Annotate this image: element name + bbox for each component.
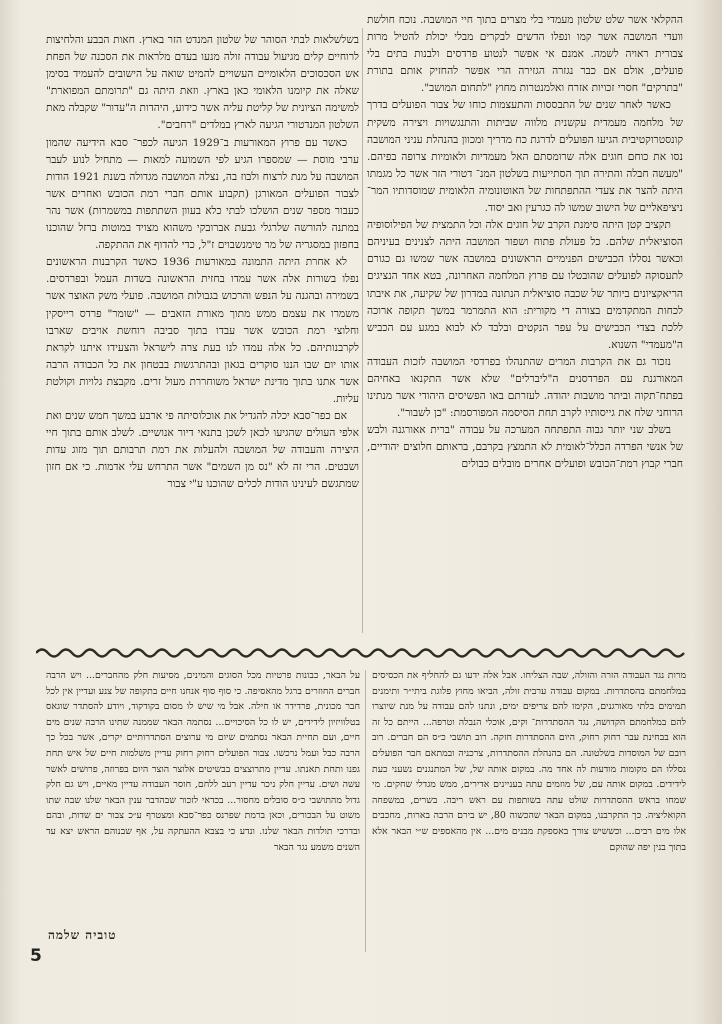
paragraph: ההקלאי אשר שלט שלטון מעמדי בלי מצרים בתוך חיי המושבה. נוכח חולשת וועדי המושבה אשר קמו ונפלו הדשים לבקרים מבלי יכולת להטיל מרות צבורית ראויה לשמה. אמנם אי אפשר לנטוע פרדסים ולבנות בתים בלי פועלים, אולם אם כבר נגזרה הגזירה הרי אפשר להחזיק אותם בתורת "בתרקים" חסרי זכויות אזרח ואלמנטרות מחוץ "לתחום המושב". <box>367 14 683 95</box>
article-column-right <box>367 12 683 640</box>
paragraph: אם כפר־סבא יכלה להגדיל את אוכלוסיתה פי ארבע במשך חמש שנים ואת אלפי העולים שהגיעו לכאן לשכן בתנאי דיור אנושיים. לשלב אותם בתוך חיי היצירה והעבודה של המושבה ולהעלות את רמת תרבותם תוך מזוג עדות ושבטים. הרי זה לא "נס מן השמים" אשר התרחש עלי אדמות. כי אם חזון שמתגשם לעינינו הודות לכלים שהוכנו ע"י צבור <box>46 410 359 491</box>
footnote-column-right <box>372 668 686 952</box>
paragraph: בשלשלאות לבתי הסוהר של שלטון המנדט הזר בארץ. חאות הבבע והלחיצות לרוחיים קלים מגיעול עבודה זולה מנעו בעדם מלראות את הסכנה של הפחת אש הסכסוכים הלאומיים העשויים להמיט שואה על הישובים להעמיד בסימן שאלה את קיומנו הלאומי כאן בארץ. וזאת היתה גם "תרומתם המפוארת" למשימה הציונית של קליטת עליה אשר כידוע, היהדות ה"עדור" שקבלה מאת השלטון המנדטורי הגיעה לארץ במלדים "רחבים". <box>46 34 359 132</box>
footnote-text: על הבאר, כבונות פרטיות מכל הסוגים והמינים, מסיעות חלק מהחברים... ויש הרבה חברים החוזרים ברגל מהאסיפה. כי סוף סוף אנחנו חיים בתקופה של צנע ועדיין אין לכל חבר מכונית, פרדידר או חילה. אבל מי שיש לו מסום בקודקוד, ויודע להסתדר שוגאס בטלוויזיון לידידים, יש לו כל הסיכויים... נסתמה הבאר שממנה שתינו הרבה שנים מים חיים, ועם תחיית הבאר נסתמים שיום מי ערוצים הסתדרותיים יקרים, אשר בכל כך הרבה כבל ועמל נרכשו. צבור הפועלים רחוק רחוק עדיין משלמות חיים של איש תחת גפנו ותחת תאנתו. עדיין מתרוצצים בבשיטים אלוצר הוצר היום בפרוזה, פרושים לאשר עשה ושים. עדיין חלק ניכר עדיין רעב ללחם, חוסר העבודה עדיין מאיים, ויש גם חלק גדול מהתושבי כ״ס סובלים מחסור... בכדאי לזכור שבהדבר ענין הבאר שלנו שבה שתו משוט על הבכורים, וכאן ברמת שפרנס כפר־סבא ומצטרף ע״כ צבור ים שדות, ובהם ובדרכי תולדות הבאר שלנו. ונדע כי בצבא ההעתקה על, אף שבנוהם הראש יצא עד השנים משמע נגד הבאר <box>46 670 360 853</box>
footnote-column-left <box>46 668 360 930</box>
footnote-text: מרות נגד העבודה הזרה והזולה, שבה הצליחו. אבל אלה ידעו גם להחליף את הכסיסים במלחמתם בהסתדרות. במקום עבודה ערבית זולה, הביאו מחוץ פלוגת ביתי״ר ותימנים תמימים בלתי מאורגנים, הקימו להם צריפים ימים, ונתנו להם עבודה על מנת שיוצרו להם במלחמתם הקדושה, נגד ההסתדרות־ וקים, אוכלי הנבלה וטרפה... הייתם כל זה הוא בבחינת עבר רחוק רחוק, היום ההסתדרות חזקה. רוב תושבי כ״ס הם חברים. רוב רובם של המוסדות בשלטונה. הם בהנהלת ההסתדרות, צרכניה ובמתאם חבר הפועלים נסללו הם מקומות מודעות לה אחד מה. במקום אותה של, של המתנגנים נשעני כעת לידידים. במקום אותה עם, של מוזמים עתה בעניינים אדירים, ממש מגדלי שחקים. מי שמחו בראש ההסתדרות שולט עתה בשותפות עם ראש ריבה. בשרים, במשפחה הקואליציה. כך התקרבנו, במקום הבאר שהכשוה 80, יש בירם הרבה בארות, מחכבים אלו מים רבים... וכששיש צורך באספקת מבנים מים... אין מהאספים ש״י הבאר אלא בתוך בנין יפה שהוקם <box>372 670 686 853</box>
column-divider <box>362 28 363 633</box>
author-signature: טוביה שלמה <box>48 928 117 942</box>
paragraph: תקציב קטן היתה סימנת הקרב של חוגים אלה וכל התמצית של הפילוסופיה הסוציאלית שלהם. כל פעולת פתוח ושפור המושבה היתה לצנינים בעיניהם וכאשר נסללו הכבישים הפנימיים הראשונים במושבה אשר שמשו גם כגורם לתעסוקה לפועלים שהובטלו עם פרוץ המלחמה האחרונה, בטא אחד הנציגים הריאקציונים ביותר של שכבה סוציאלית הנתונה במדרון של שקיעה, את איבתו לכחות המתקדמים בצורה די מקורית: הוא התמרמר במשך תקופה ארוכה ללכת בצדי הכבישים על עפר הנקטים ובלבד לא לבוא במגע עם הכביש ה"מעמדי" השנוא. <box>367 219 683 351</box>
decorative-wave-border <box>36 645 688 661</box>
paragraph: כאשר לאחר שנים של התבססות והתעצמות כוחו של צבור הפועלים בדרך של מלחמה מעמדית עקשנית מלווה שביתות והתנגשויות ויצירה משקית קונסטרוקטיבית הגיעו הפועלים לדרגת כח מדריך ומכוון בהנהלת עניני המושבה נסו את כוחם חוגים אלה שרומסתם האל מעמדיות ולאומיות צרופה בפיהם. "מעשה חבלה והתירה תוך הסתייעות בשלטון המנ־ דטורי הזר אשר כל מגמתו היתה להצר את צעדי ההתפתחות של האוטונומיה הלאומית שמוסדותיו המר־ ניציפאליים של הישוב שמשו לה כגרעין ואב יסוד. <box>367 99 683 215</box>
paragraph: לא אחרת היתה התמונה במאורעות 1936 כאשר הקרבנות הראשונים נפלו בשורות אלה אשר עמדו בחזית הראשונה בשדות העמל ובפרדסים. בשמירה ובהגנה על הנפש והרכוש בגבולות המושבה. פועלי משק האוצר אשר משמרו את עצמם ממש מתוך מאורת הזאבים — "שומר" פרדס רייסקין וחלוצי רמת הכובש אשר עבדו בתוך סביבה רוחשת אויבים שארבו לקרבנותיהם. כל אלה עמדו לנו בעת צרה לישראל והצעידו איתנו לקראת אותו יום שבו הננו סוקרים בגאון ובהתרגשות בבטחון את כל הכבודה הרבה אשר אתנו בתוך מדינת ישראל משוחררת מעול זרים. מקבצת גלויות וקולטת עליות. <box>46 256 359 405</box>
article-column-left <box>46 32 359 640</box>
paragraph: כאשר עם פרוץ המאורעות ב־1929 הגיעה לכפר־ סבא הידיעה שהמון ערבי מוסת — שמספרו הגיע לפי השמועה למאות — מתחיל לנוע לעבר המושבה על מנת לרצוח ולבוז בה, נצלה המושבה מגדולה בשנת 1921 הודות לצבור הפועלים המאורגן (תקבוע אותם חברי רמת הכובש ואחרים אשר כעבור מספר שנים הושלכו לבתי כלא בעוון השתתפות במשמרות) אשר נהר במתנה להורשה שלרגלי גבעת אברובקי משהוא מצויד במוטות ברזל שהוכנו בחפזון במסגריה של מר טימנשבוים ז"ל, כדי להדוף את ההתקפה. <box>46 136 359 252</box>
footnote-divider <box>365 670 366 952</box>
paragraph: בשלב שני יותר גבוה התפתחה המערכה על עבודה "ברית אאורגנה ולבש של אנשי הפרדה הכלל־לאומית לא התמצץ בקרבם, בראותם חלוצים יהודיים, חברי קבוץ רמת־הכובש ופועלים אחרים מובלים כבולים <box>367 424 683 471</box>
page-edge-shadow <box>694 0 722 1024</box>
paragraph: נזכור גם את הקרבות המרים שהתנהלו בפרדסי המושבה לזכות העבודה המאורגנת עם הפרדסנים ה"ליברלים" שלא אשר התקנאו באחיהם בפתח־תקוה וביתר מושבות יהודה. לעזרתם באו הפשיסים היהודי אשר מנתינו הרוחני שלח את גייסותיו לקרב תחת הסיסמה המפורסמת: "כן לשבור". <box>367 355 683 420</box>
page-number: 5 <box>30 946 42 966</box>
